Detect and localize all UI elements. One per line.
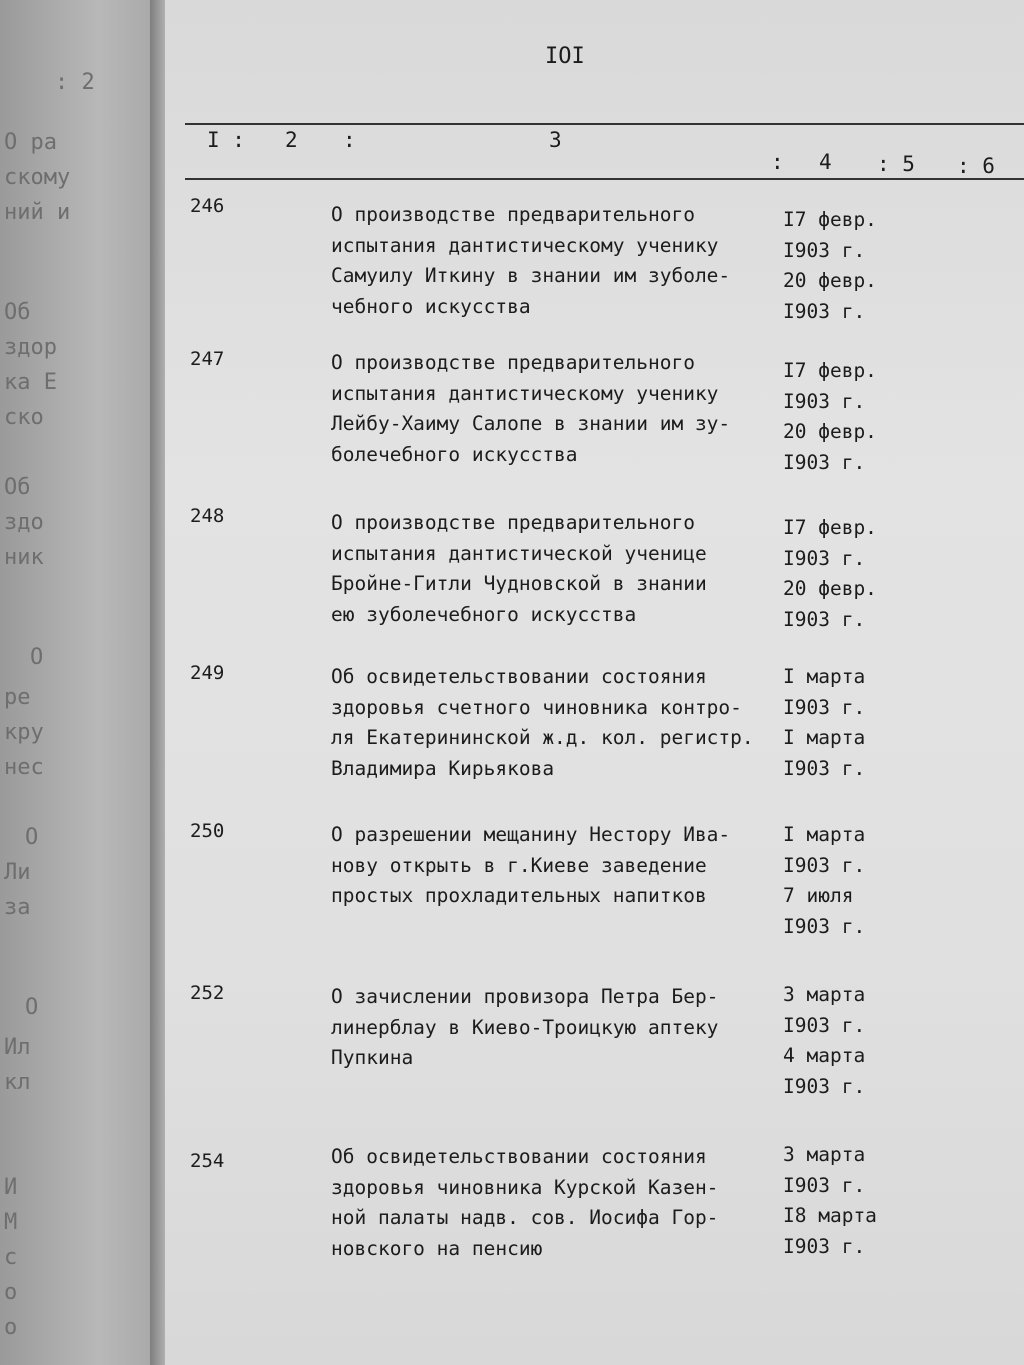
left-page-fragment: нес (4, 755, 44, 780)
left-page-fragment: кру (4, 720, 44, 745)
entry-description: О производстве предварительного испытания дантистическому ученику Лейбу-Хаиму Салопе в знании им зу- болечебного искусства (331, 351, 731, 466)
left-page-fragment: кл (4, 1070, 31, 1095)
left-page-fragment: М (4, 1210, 18, 1235)
left-page-fragment: ско (4, 405, 44, 430)
column-header-1: I : (207, 128, 245, 152)
left-page-fragment: ре (4, 685, 31, 710)
page-number: IOI (545, 44, 585, 69)
left-page-fragment: за (4, 895, 31, 920)
left-page-fragment: о (4, 1315, 18, 1340)
left-page-fragment: : 2 (55, 70, 95, 95)
table-row (185, 195, 1020, 345)
entry-dates: I7 февр. I903 г. 20 февр. I903 г. (783, 359, 877, 474)
entry-number: 247 (190, 348, 225, 370)
left-page-fragment: Ил (4, 1035, 31, 1060)
entry-number: 254 (190, 1150, 225, 1172)
column-separator: : (771, 150, 784, 174)
left-page-fragment: ний и (4, 200, 71, 225)
entry-number: 248 (190, 505, 225, 527)
column-header-4: 4 (819, 150, 832, 174)
table-row (185, 348, 1020, 498)
entry-dates: 3 марта I903 г. I8 марта I903 г. (783, 1143, 877, 1258)
entry-description: О производстве предварительного испытания дантистическому ученику Самуилу Иткину в знании им зуболе- чебного искусства (331, 203, 731, 318)
entry-dates: I марта I903 г. 7 июля I903 г. (783, 823, 866, 938)
left-page-fragment: О ра (4, 130, 57, 155)
entry-description: Об освидетельствовании состояния здоровья чиновника Курской Казен- ной палаты надв. сов. Иосифа Гор- новского на пенсию (331, 1145, 719, 1260)
table-row (185, 982, 1020, 1132)
left-page-fragment: О (30, 645, 44, 670)
entry-description: О разрешении мещанину Нестору Ива- нову открыть в г.Киеве заведение простых прохладительных напитков (331, 823, 731, 907)
table-row (185, 505, 1020, 655)
table-row (185, 662, 1020, 812)
entry-number: 252 (190, 982, 225, 1004)
left-page-fragment: О (25, 995, 39, 1020)
left-page-fragment: скому (4, 165, 71, 190)
table-row (185, 820, 1020, 970)
entry-description: О производстве предварительного испытания дантистической ученице Бройне-Гитли Чудновской в знании ею зуболечебного искусства (331, 511, 707, 626)
document-page (165, 0, 1024, 1365)
entry-dates: I марта I903 г. I марта I903 г. (783, 665, 866, 780)
column-header-2: 2 (285, 128, 298, 152)
header-rule-bottom (185, 178, 1024, 180)
left-page-fragment: здор (4, 335, 57, 360)
column-header-3: 3 (549, 128, 562, 152)
entry-description: О зачислении провизора Петра Бер- линерблау в Киево-Троицкую аптеку Пупкина (331, 985, 719, 1069)
left-page-edge (0, 0, 165, 1365)
entry-dates: 3 марта I903 г. 4 марта I903 г. (783, 983, 866, 1098)
header-rule-top (185, 123, 1024, 125)
entry-number: 250 (190, 820, 225, 842)
left-page-fragment: здо (4, 510, 44, 535)
left-page-fragment: Ли (4, 860, 31, 885)
left-page-fragment: с (4, 1245, 18, 1270)
left-page-fragment: Об (4, 475, 31, 500)
table-row (185, 1143, 1020, 1300)
left-page-fragment: И (4, 1175, 18, 1200)
left-page-fragment: о (4, 1280, 18, 1305)
left-page-fragment: О (25, 825, 39, 850)
left-page-fragment: ник (4, 545, 44, 570)
left-page-fragment: Об (4, 300, 31, 325)
column-separator: : (343, 128, 356, 152)
column-header-6: : 6 (957, 154, 995, 178)
entry-number: 249 (190, 662, 225, 684)
entry-description: Об освидетельствовании состояния здоровья счетного чиновника контро- ля Екатерининской ж.д. кол. регистр. Владимира Кирьякова (331, 665, 754, 780)
entry-dates: I7 февр. I903 г. 20 февр. I903 г. (783, 516, 877, 631)
left-page-fragment: ка Е (4, 370, 57, 395)
entry-number: 246 (190, 195, 225, 217)
entry-dates: I7 февр. I903 г. 20 февр. I903 г. (783, 208, 877, 323)
column-header-5: : 5 (877, 152, 915, 176)
